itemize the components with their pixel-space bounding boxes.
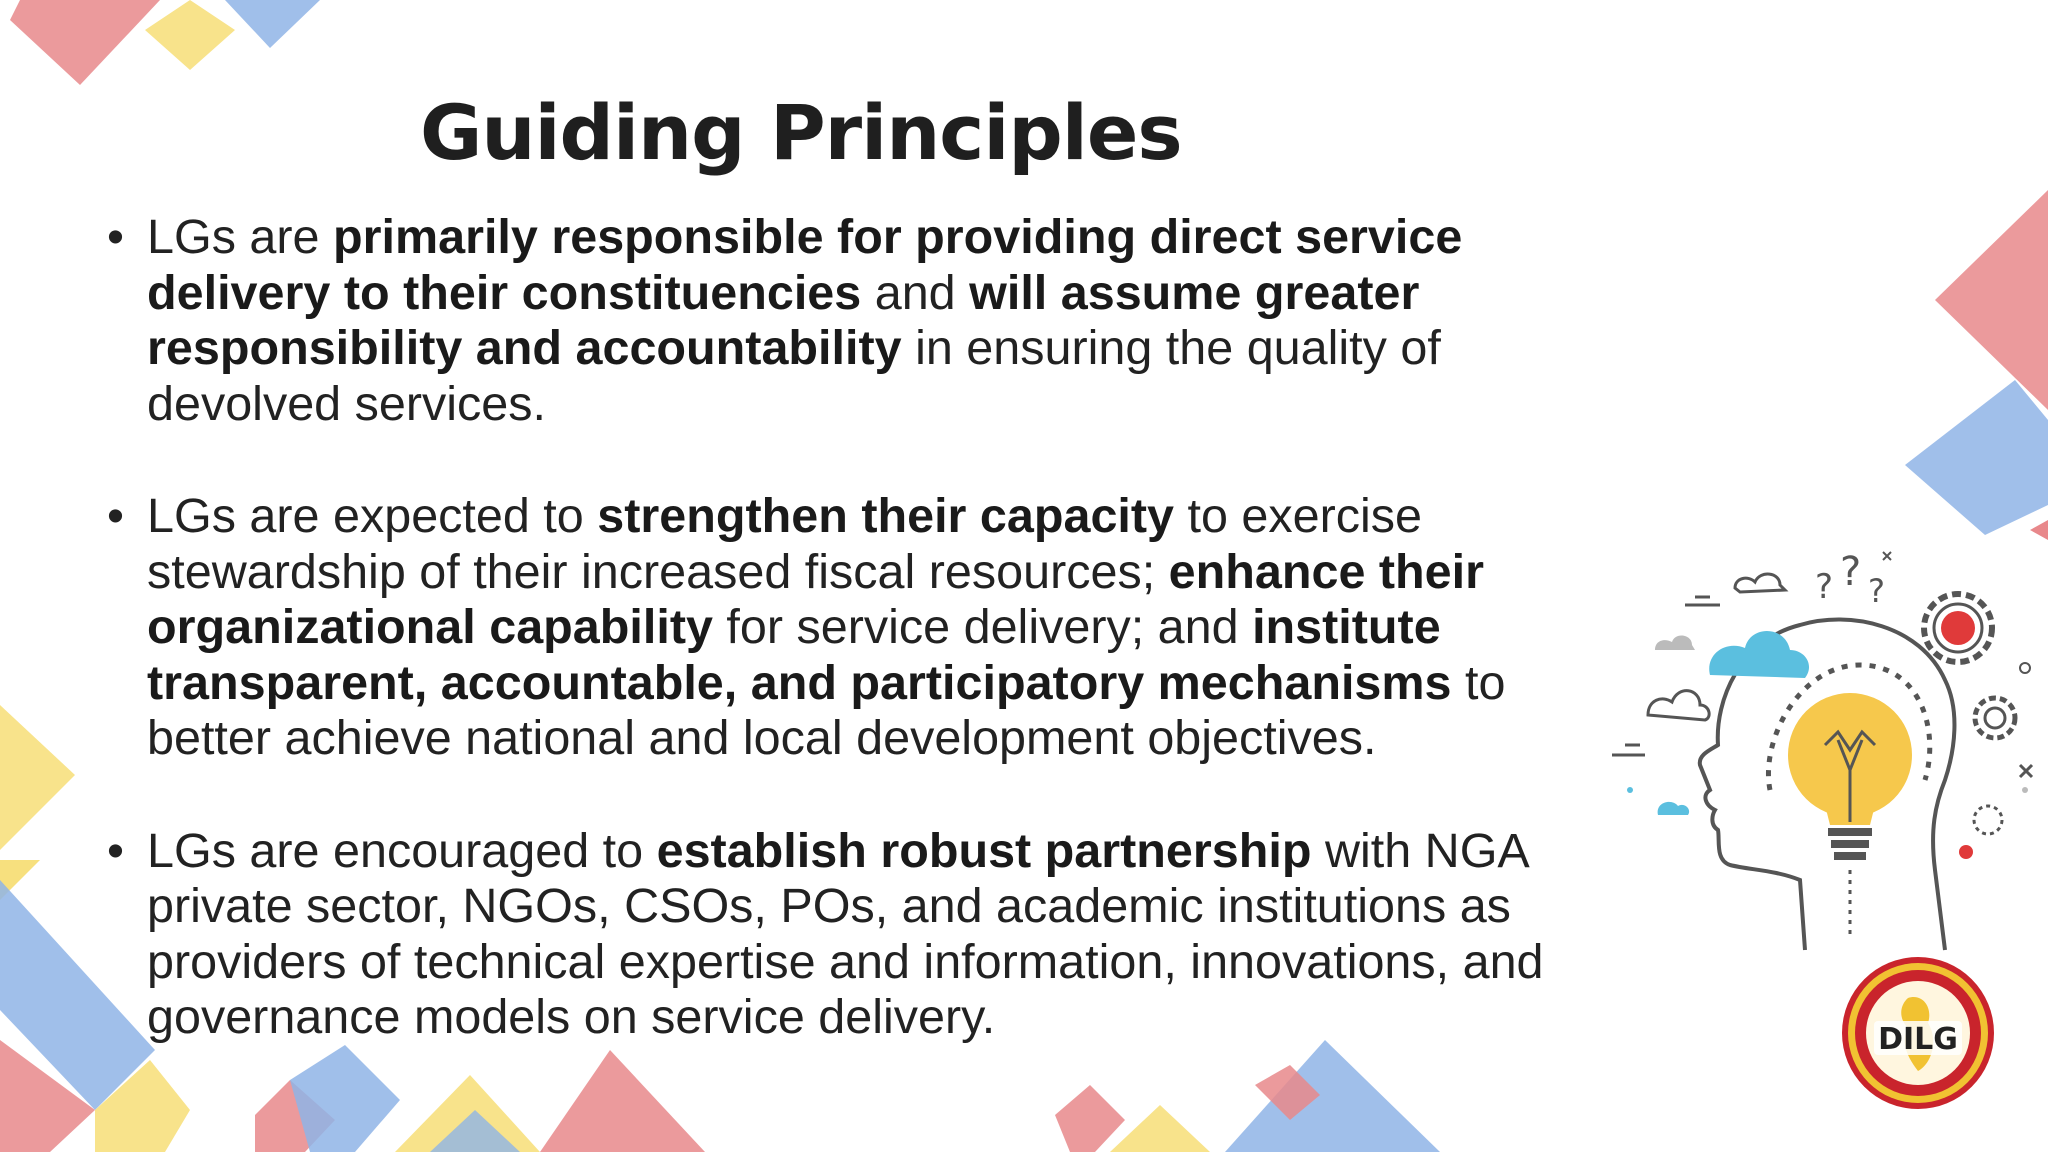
text: providers of technical expertise and information, innovations, and <box>147 934 1544 989</box>
bullet-dot: • <box>107 489 124 543</box>
bold-text: institute <box>1252 600 1441 654</box>
bullet-line <box>147 711 1625 767</box>
bullet-line <box>147 656 1625 712</box>
bold-text: will assume greater <box>969 265 1420 320</box>
text: governance models on service delivery. <box>147 990 996 1044</box>
bullet-item <box>105 210 1625 432</box>
svg-text:?: ? <box>1815 567 1834 607</box>
bold-text: strengthen their capacity <box>597 489 1175 543</box>
bullet-line <box>147 879 1625 935</box>
bullet-line <box>147 545 1625 601</box>
bullet-dot: • <box>107 210 124 264</box>
bold-text: delivery to their constituencies <box>147 265 862 320</box>
text: better achieve national and local development objectives. <box>147 711 1377 765</box>
text: in ensuring the quality of <box>901 321 1441 375</box>
bold-text: enhance their <box>1168 544 1485 599</box>
bold-text: transparent, accountable, and participatory mechanisms <box>147 655 1452 710</box>
bold-text: establish robust partnership <box>656 823 1312 878</box>
text: LGs are encouraged to <box>147 823 657 878</box>
text: LGs are <box>147 210 333 264</box>
bold-text: organizational capability <box>147 600 713 654</box>
bullet-line <box>147 824 1625 880</box>
bullet-line <box>147 266 1625 322</box>
text: with NGA <box>1311 823 1530 878</box>
slide-title: Guiding Principles <box>420 88 1182 177</box>
bold-text: primarily responsible for providing direct service <box>333 210 1463 264</box>
dilg-seal-logo <box>1838 953 1998 1113</box>
text: to exercise <box>1174 489 1423 543</box>
text: LGs are expected to <box>147 489 598 543</box>
text: to <box>1451 655 1506 710</box>
bullet-line <box>147 489 1625 545</box>
bullet-line <box>147 321 1625 377</box>
svg-text:?: ? <box>1868 572 1885 610</box>
bullet-line <box>147 990 1625 1046</box>
bullet-item <box>105 824 1625 1046</box>
text: devolved services. <box>147 376 546 431</box>
text: and <box>861 265 970 320</box>
text: for service delivery; and <box>712 600 1253 654</box>
bullet-dot: • <box>107 823 124 878</box>
bullet-list <box>105 210 1625 1103</box>
svg-text:?: ? <box>1840 549 1862 595</box>
bold-text: responsibility and accountability <box>147 321 902 375</box>
logo-text: DILG <box>1878 1022 1958 1057</box>
text: private sector, NGOs, CSOs, POs, and academic institutions as <box>147 879 1511 933</box>
bullet-line <box>147 377 1625 433</box>
bullet-line <box>147 600 1625 656</box>
text: stewardship of their increased fiscal resources; <box>147 544 1169 599</box>
lightbulb-head-illustration <box>1600 540 2040 960</box>
bullet-item <box>105 489 1625 767</box>
bullet-line <box>147 935 1625 991</box>
bullet-line <box>147 210 1625 266</box>
